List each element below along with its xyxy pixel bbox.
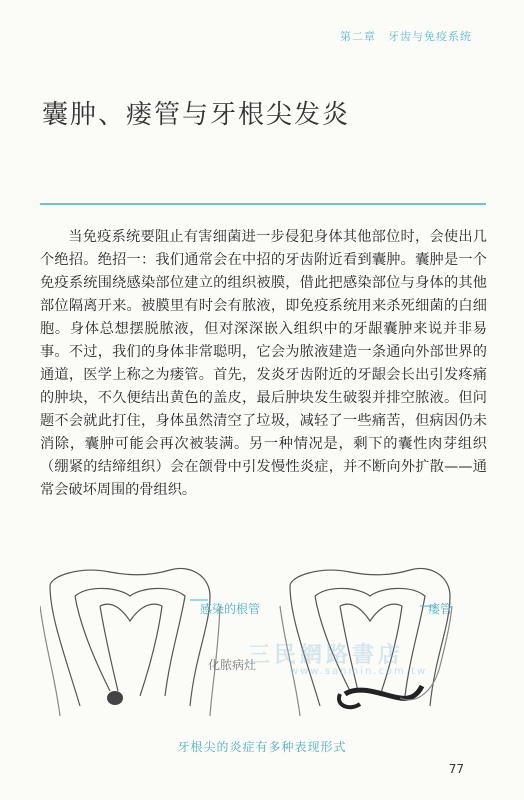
title-divider [40,203,486,205]
section-title: 囊肿、瘘管与牙根尖发炎 [42,100,351,130]
gum-outline [400,606,452,700]
fistula-tract [345,686,422,698]
watermark-url: www.sanmin.com.tw [290,666,428,677]
body-paragraph-text: 当免疫系统要阻止有害细菌进一步侵犯身体其他部位时，会使出几个绝招。绝招一：我们通常会在中招的牙齿附近看到囊肿。囊肿是一个免疫系统围绕感染部位建立的组织被膜，借此把感染部位与身体的其他部位隔离开来。被膜里有时会有脓液，即免疫系统用来杀死细菌的白细胞。身体总想摆脱脓液，但对深深嵌入组织中的牙龈囊肿来说并非易事。不过，我们的身体非常聪明，它会为脓液建造一条通向外部世界的通道，医学上称之为瘘管。首先，发炎牙齿附近的牙龈会长出引发疼痛的肿块，不久便结出黄色的盖皮，最后肿块发生破裂并排空脓液。但问题不会就此打住，身体虽然清空了垃圾，减轻了一些痛苦，但病因仍未消除，囊肿可能会再次被装满。另一种情况是，剩下的囊性肉芽组织（绷紧的结缔组织）会在颌骨中引发慢性炎症，并不断向外扩散——通常会破坏周围的骨组织。 [40,229,487,498]
label-pus: 化脓病灶 [208,658,257,672]
left-abscess [107,691,123,705]
page-number: 77 [448,762,464,776]
label-fistula: 瘘管 [428,602,453,616]
body-paragraph [40,226,487,502]
watermark: 三民網路書店 [248,643,405,668]
label-infected-root: 感染的根管 [200,602,261,616]
chapter-header: 第二章 牙齿与免疫系统 [340,30,472,43]
figure-caption: 牙根尖的炎症有多种表现形式 [177,740,347,754]
right-abscess [339,694,360,707]
left-tooth [40,568,220,716]
